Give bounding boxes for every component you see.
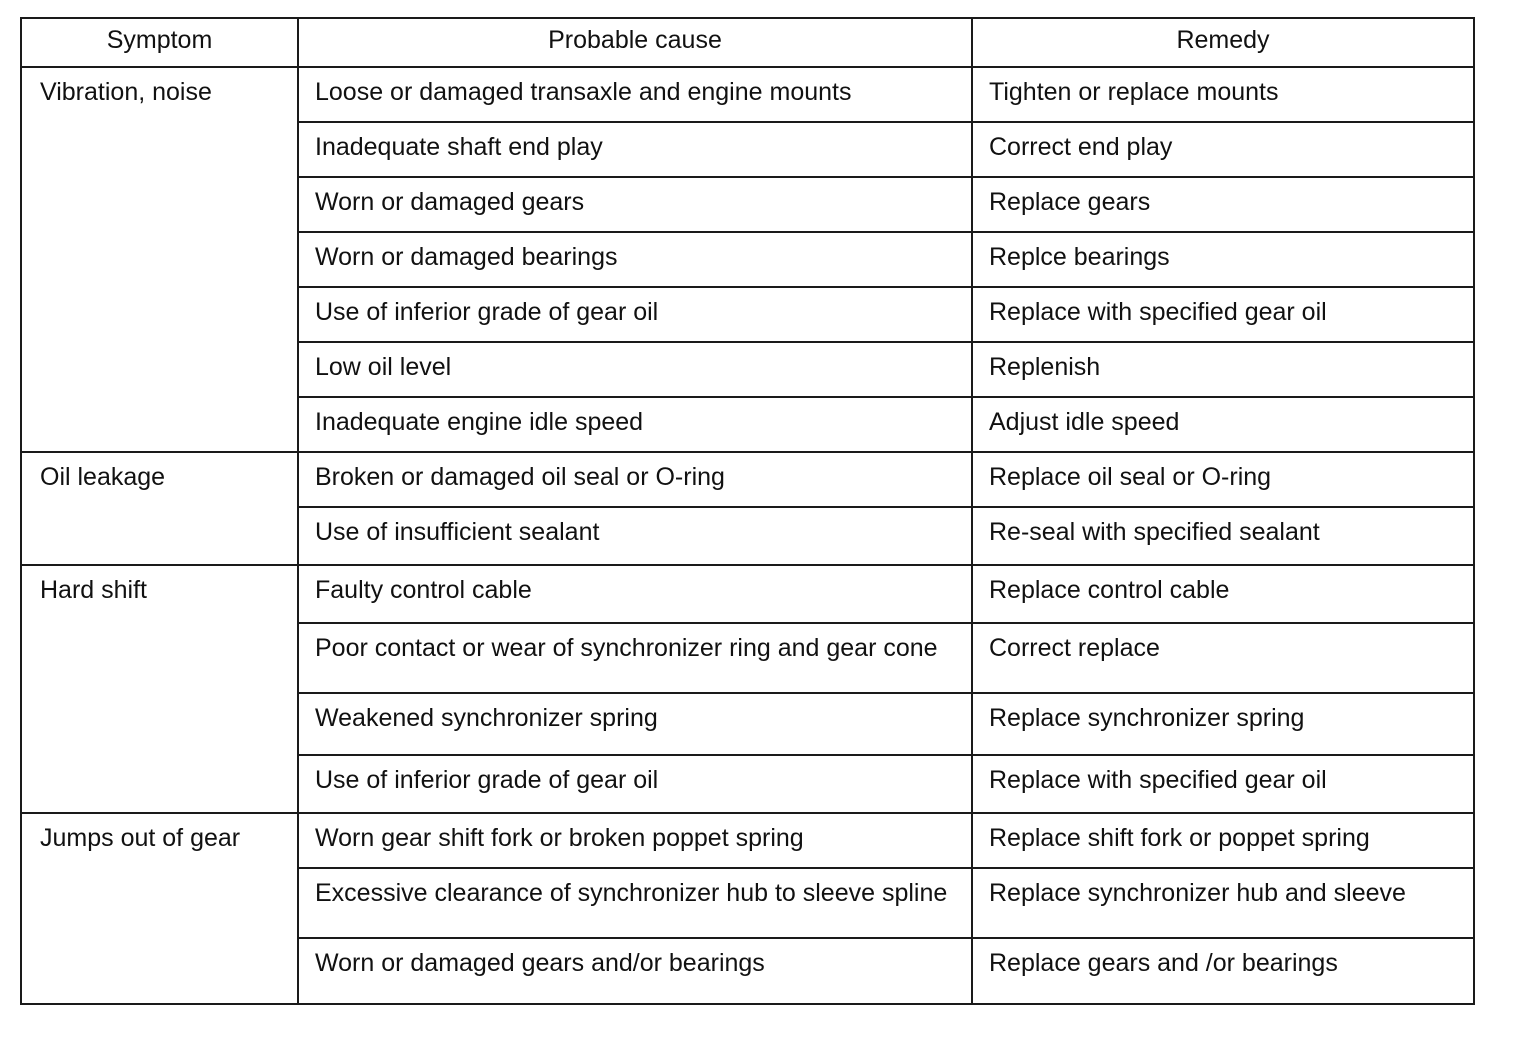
cause-cell: Worn or damaged gears and/or bearings xyxy=(298,938,972,1004)
header-probable-cause: Probable cause xyxy=(298,18,972,67)
cause-cell: Loose or damaged transaxle and engine mounts xyxy=(298,67,972,122)
cause-cell: Inadequate shaft end play xyxy=(298,122,972,177)
remedy-cell: Replce bearings xyxy=(972,232,1474,287)
table-row xyxy=(21,452,1474,507)
remedy-cell: Replace gears and /or bearings xyxy=(972,938,1474,1004)
remedy-cell: Replace shift fork or poppet spring xyxy=(972,813,1474,868)
cause-cell: Use of inferior grade of gear oil xyxy=(298,755,972,813)
cause-cell: Low oil level xyxy=(298,342,972,397)
table-row xyxy=(21,565,1474,623)
header-symptom: Symptom xyxy=(21,18,298,67)
cause-cell: Use of insufficient sealant xyxy=(298,507,972,565)
remedy-cell: Adjust idle speed xyxy=(972,397,1474,452)
remedy-cell: Replenish xyxy=(972,342,1474,397)
remedy-cell: Tighten or replace mounts xyxy=(972,67,1474,122)
remedy-cell: Replace with specified gear oil xyxy=(972,287,1474,342)
cause-cell: Excessive clearance of synchronizer hub to sleeve spline xyxy=(298,868,972,938)
symptom-cell: Oil leakage xyxy=(21,452,298,565)
cause-cell: Weakened synchronizer spring xyxy=(298,693,972,755)
remedy-cell: Correct replace xyxy=(972,623,1474,693)
symptom-cell: Jumps out of gear xyxy=(21,813,298,1004)
cause-cell: Broken or damaged oil seal or O-ring xyxy=(298,452,972,507)
remedy-cell: Replace synchronizer hub and sleeve xyxy=(972,868,1474,938)
cause-cell: Faulty control cable xyxy=(298,565,972,623)
remedy-cell: Replace with specified gear oil xyxy=(972,755,1474,813)
cause-cell: Inadequate engine idle speed xyxy=(298,397,972,452)
table-row xyxy=(21,67,1474,122)
remedy-cell: Replace control cable xyxy=(972,565,1474,623)
cause-cell: Use of inferior grade of gear oil xyxy=(298,287,972,342)
cause-cell: Poor contact or wear of synchronizer ring and gear cone xyxy=(298,623,972,693)
remedy-cell: Replace synchronizer spring xyxy=(972,693,1474,755)
symptom-cell: Hard shift xyxy=(21,565,298,813)
remedy-cell: Replace gears xyxy=(972,177,1474,232)
cause-cell: Worn or damaged bearings xyxy=(298,232,972,287)
table-row xyxy=(21,813,1474,868)
symptom-cell: Vibration, noise xyxy=(21,67,298,452)
cause-cell: Worn or damaged gears xyxy=(298,177,972,232)
troubleshooting-table xyxy=(20,17,1475,1005)
remedy-cell: Replace oil seal or O-ring xyxy=(972,452,1474,507)
remedy-cell: Re-seal with specified sealant xyxy=(972,507,1474,565)
remedy-cell: Correct end play xyxy=(972,122,1474,177)
cause-cell: Worn gear shift fork or broken poppet spring xyxy=(298,813,972,868)
header-remedy: Remedy xyxy=(972,18,1474,67)
header-row xyxy=(21,18,1474,67)
